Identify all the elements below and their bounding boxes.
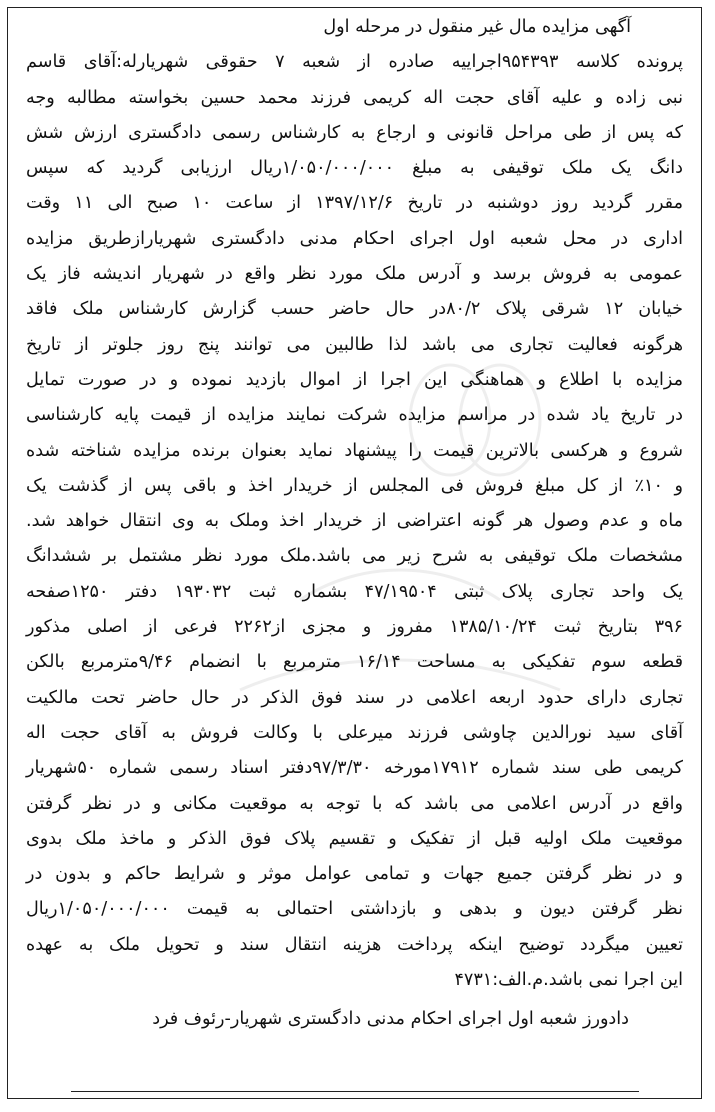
- notice-line: تعیین میگردد توضیح اینکه پرداخت هزینه انتقال سند و تحویل ملک به عهده: [26, 934, 683, 955]
- notice-line: خیابان ۱۲ شرقی پلاک ۸۰/۲در حال حاضر حسب گزارش کارشناس ملک فاقد: [26, 299, 683, 320]
- footer-divider: [71, 1091, 639, 1092]
- notice-line: تجاری دارای حدود اربعه اعلامی در سند فوق الذکر در حال حاضر تحت مالکیت: [26, 687, 683, 708]
- notice-line: نبی زاده و علیه آقای حجت اله کریمی فرزند محمد حسین بخواسته مطالبه وجه: [26, 87, 683, 108]
- notice-line: پرونده کلاسه ۹۵۴۳۹۳اجراییه صادره از شعبه ۷ حقوقی شهریارله:آقای قاسم: [26, 52, 684, 73]
- notice-line: مزایده با اطلاع و هماهنگی این اجرا از اموال بازدید نموده و در صورت تمایل: [26, 369, 683, 390]
- notice-line: که پس از طی مراحل قانونی و ارجاع به کارشناس رسمی دادگستری ارزش شش: [26, 122, 683, 143]
- notice-line: موقعیت ملک اولیه قبل از تفکیک و تقسیم پلاک فوق الذکر و ماخذ ملک بدوی: [26, 828, 683, 849]
- notice-line: ۳۹۶ بتاریخ ثبت ۱۳۸۵/۱۰/۲۴ مفروز و مجزی از۲۲۶۲ فرعی از اصلی مذکور: [26, 617, 683, 638]
- notice-signature: دادورز شعبه اول اجرای احکام مدنی دادگستری شهریار-رئوف فرد: [152, 1009, 629, 1030]
- notice-line: کریمی طی سند شماره ۱۷۹۱۲مورخه ۹۷/۳/۳۰دفتر اسناد رسمی شماره ۵۰شهریار: [26, 758, 684, 779]
- notice-line: هرگونه فعالیت تجاری می باشد لذا طالبین می توانند پنج روز جلوتر از تاریخ: [26, 334, 683, 355]
- notice-line-final: این اجرا نمی باشد.م.الف:۴۷۳۱: [454, 970, 683, 991]
- notice-line: شروع و هرکسی بالاترین قیمت را پیشنهاد نماید بعنوان برنده مزایده شناخته شده: [26, 440, 683, 461]
- notice-line: واقع در آدرس اعلامی می باشد که با توجه به موقعیت مکانی و در نظر گرفتن: [26, 793, 683, 814]
- notice-line: مقرر گردید روز دوشنبه در تاریخ ۱۳۹۷/۱۲/۶ از ساعت ۱۰ صبح الی ۱۱ وقت: [26, 193, 683, 214]
- notice-body: [26, 10, 683, 1098]
- notice-line: دانگ یک ملک توقیفی به مبلغ ۱/۰۵۰/۰۰۰/۰۰۰ریال ارزیابی گردید که سپس: [26, 158, 683, 179]
- notice-line: یک واحد تجاری پلاک ثبتی ۴۷/۱۹۵۰۴ بشماره ثبت ۱۹۳۰۳۲ دفتر ۱۲۵۰صفحه: [26, 581, 683, 602]
- notice-line: مشخصات ملک توقیفی به شرح زیر می باشد.ملک مورد نظر مشتمل بر ششدانگ: [26, 546, 683, 567]
- notice-line: آقای سید نورالدین چاوشی فرزند میرعلی با وکالت فروش به آقای حجت اله: [26, 722, 683, 743]
- notice-frame: [7, 7, 702, 1099]
- notice-line: و ۱۰٪ از کل مبلغ فروش فی المجلس از خریدار اخذ و باقی پس از گذشت یک: [26, 475, 683, 496]
- notice-line: نظر گرفتن دیون و بدهی و بازداشتی احتمالی به قیمت ۱/۰۵۰/۰۰۰/۰۰۰ریال: [26, 899, 683, 920]
- notice-title: آگهی مزایده مال غیر منقول در مرحله اول: [323, 17, 631, 37]
- notice-line: در تاریخ یاد شده در مراسم مزایده شرکت نمایند مزایده از قیمت پایه کارشناسی: [26, 405, 683, 426]
- notice-line: عمومی به فروش برسد و آدرس ملک مورد نظر واقع در شهریار اندیشه فاز یک: [26, 264, 683, 285]
- notice-line: ماه و عدم وصول هر گونه اعتراضی از خریدار اخذ وملک به وی انتقال خواهد شد.: [26, 511, 683, 532]
- notice-line: اداری در محل شعبه اول اجرای احکام مدنی دادگستری شهریارازطریق مزایده: [26, 228, 683, 249]
- notice-line: قطعه سوم تفکیکی به مساحت ۱۶/۱۴ مترمربع با انضمام ۹/۴۶مترمربع بالکن: [26, 652, 683, 673]
- notice-line: و در نظر گرفتن جمیع جهات و تمامی عوامل موثر و شرایط حاکم و بدون در: [26, 864, 683, 885]
